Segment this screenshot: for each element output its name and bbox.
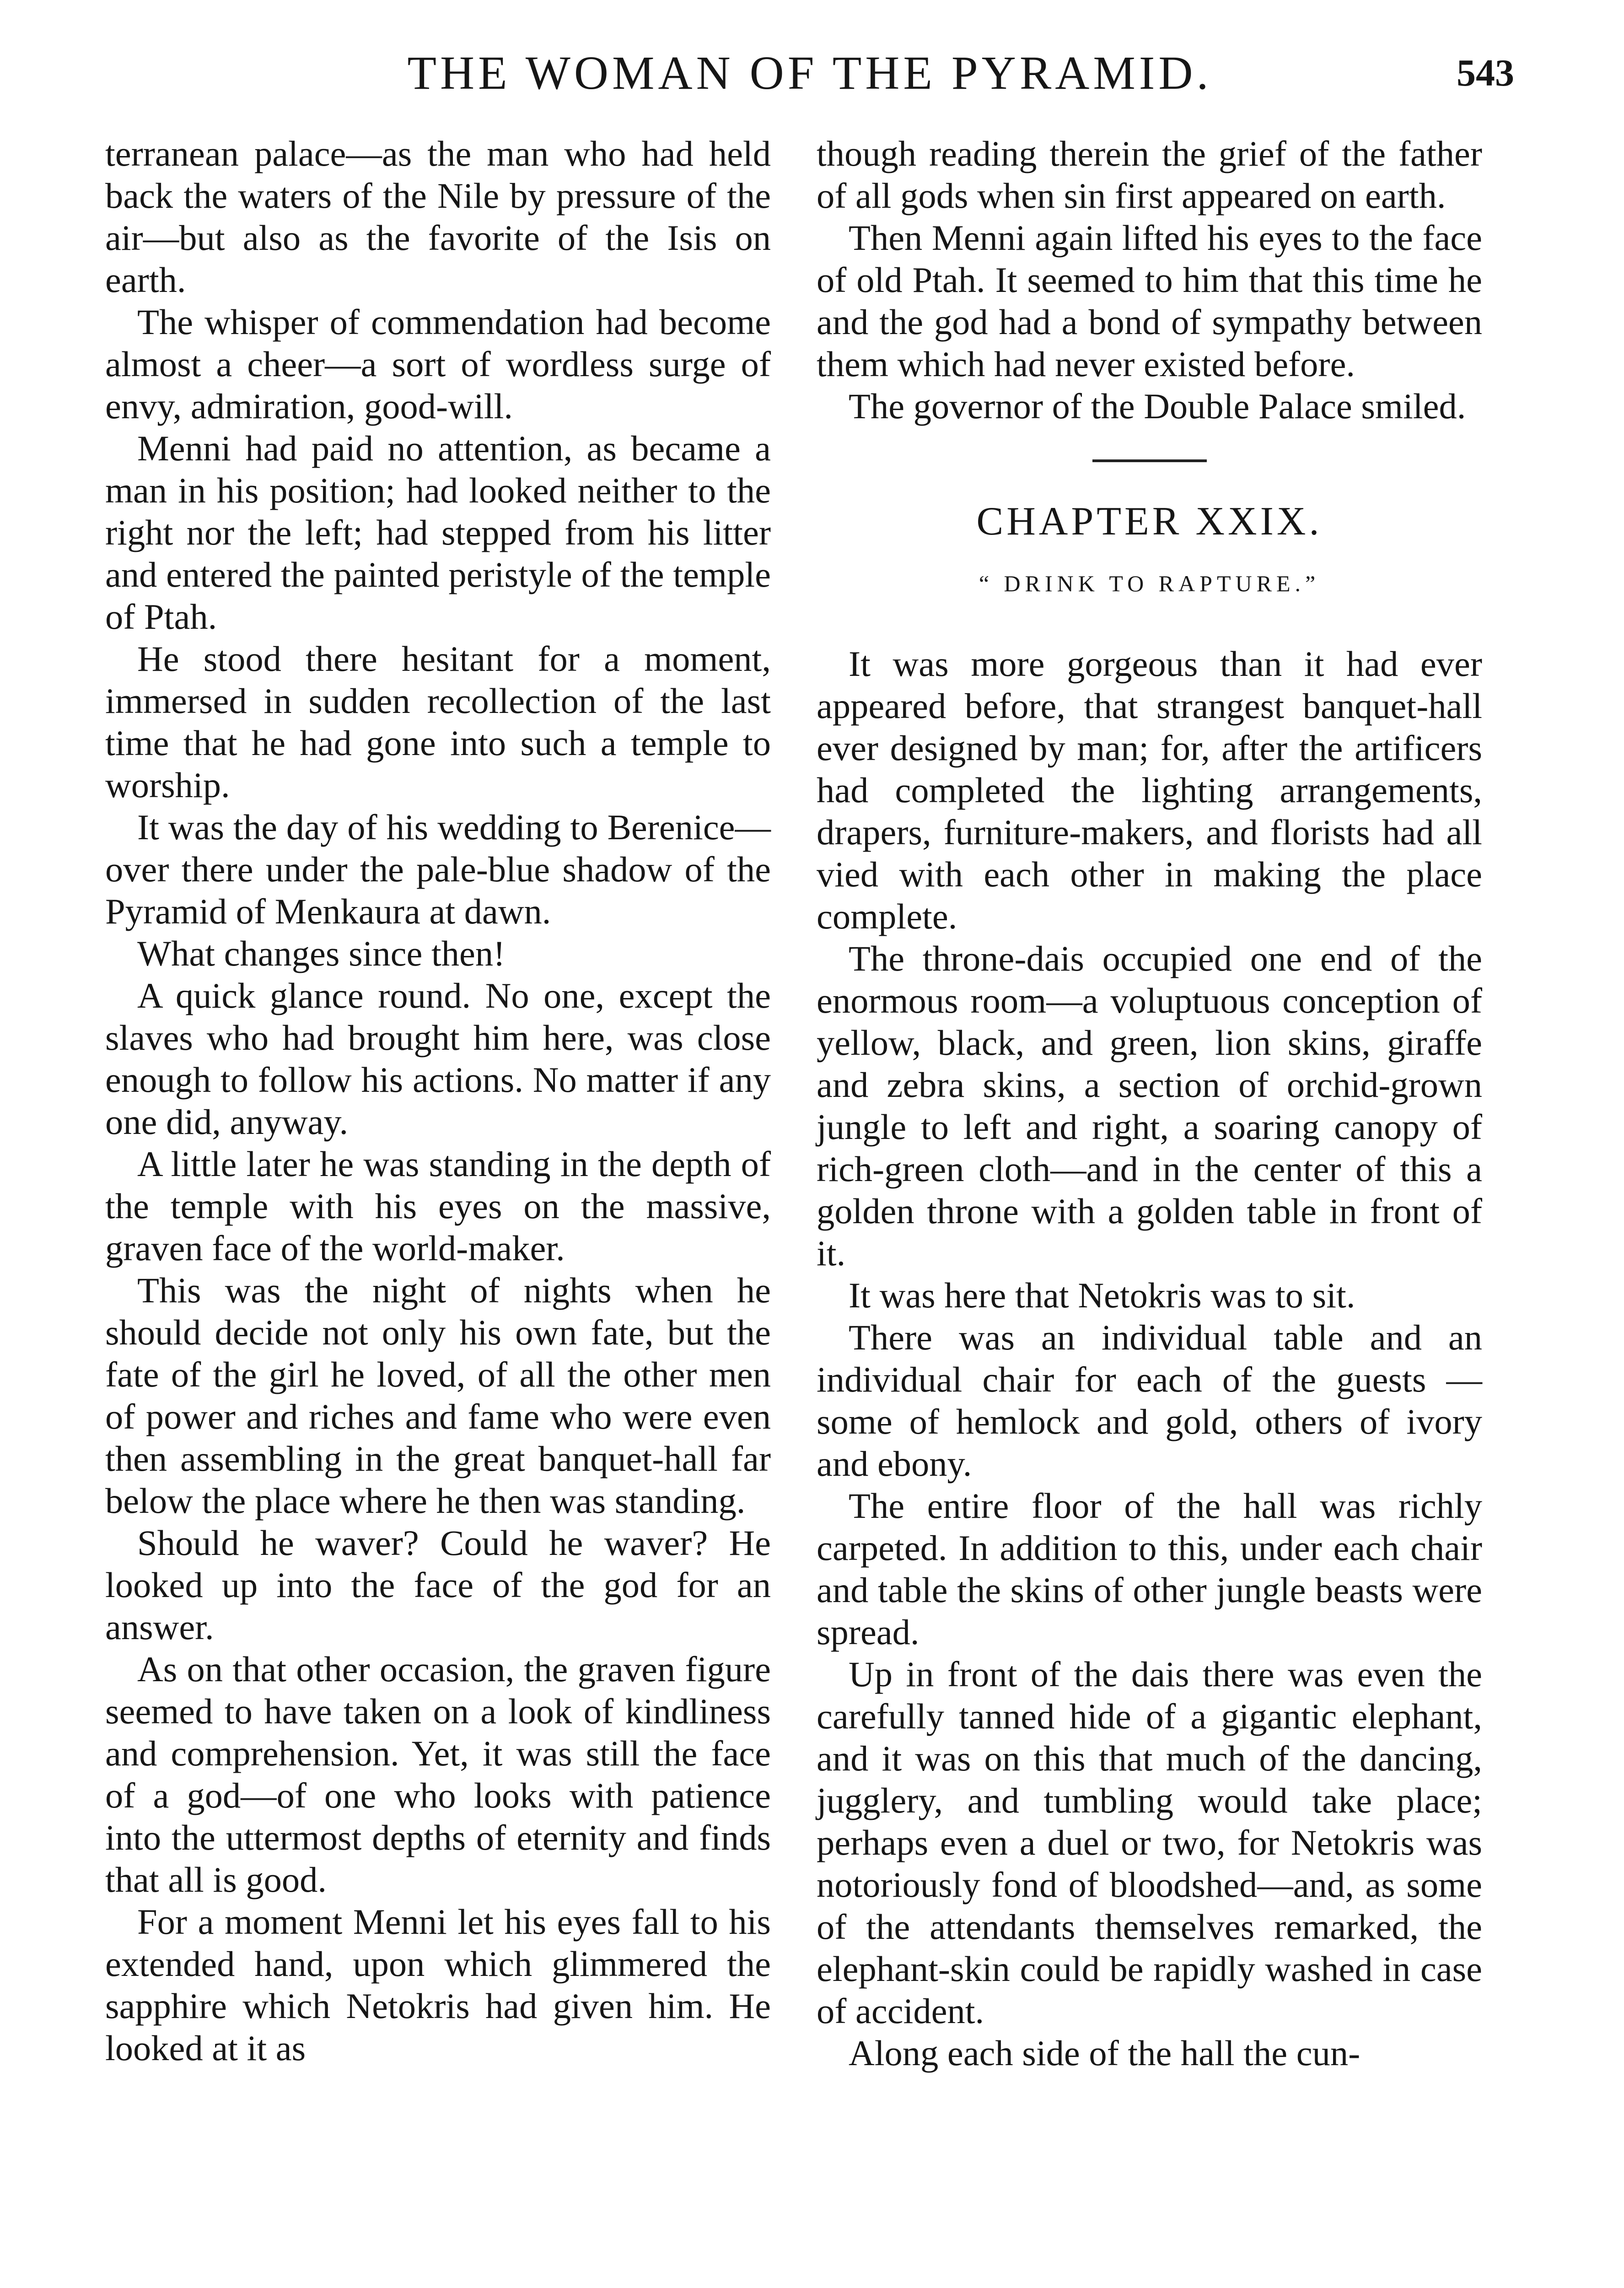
paragraph: It was more gorgeous than it had ever appeared before, that strangest banquet-hall ever designed by man; for, after the artificers had completed the lighting arrangements, drapers, furniture-makers, and florists had all vied with each other in making the place complete. [817, 644, 1482, 936]
right-column [817, 133, 1482, 2074]
section-divider [1092, 459, 1207, 462]
paragraph: terranean palace—as the man who had held back the waters of the Nile by pressure of the air—but also as the favorite of the Isis on earth. [105, 134, 771, 300]
chapter-subtitle: “ DRINK TO RAPTURE.” [979, 571, 1320, 596]
paragraph: There was an individual table and an individual chair for each of the guests — some of hemlock and gold, others of ivory and ebony. [817, 1317, 1482, 1484]
paragraph: It was here that Netokris was to sit. [849, 1275, 1355, 1315]
page-number: 543 [1457, 52, 1514, 94]
running-title: THE WOMAN OF THE PYRAMID. [407, 47, 1212, 99]
left-column [105, 133, 771, 2069]
running-header [105, 43, 1514, 103]
paragraph: This was the night of nights when he should decide not only his own fate, but the fate of the girl he loved, of all the other men of power and riches and fame who were even then assembling in the great banquet-hall far below the place where he then was standing. [105, 1270, 771, 1521]
paragraph: Should he waver? Could he waver? He looked up into the face of the god for an answer. [105, 1523, 771, 1647]
paragraph: Along each side of the hall the cun- [849, 2033, 1361, 2073]
paragraph: The whisper of commendation had become almost a cheer—a sort of wordless surge of envy, admiration, good-will. [105, 302, 771, 426]
paragraph: though reading therein the grief of the father of all gods when sin first appeared on earth. [817, 134, 1482, 216]
paragraph: For a moment Menni let his eyes fall to his extended hand, upon which glimmered the sapphire which Netokris had given him. He looked at it as [105, 1902, 771, 2068]
paragraph: Up in front of the dais there was even the carefully tanned hide of a gigantic elephant, and it was on this that much of the dancing, jugglery, and tumbling would take place; perhaps even a duel or two, for Netokris was notoriously fond of bloodshed—and, as some of the attendants themselves remarked, the elephant-skin could be rapidly washed in case of accident. [817, 1654, 1482, 2031]
paragraph: Then Menni again lifted his eyes to the face of old Ptah. It seemed to him that this time he and the god had a bond of sympathy between them which had never existed before. [817, 218, 1482, 384]
chapter-title: CHAPTER XXIX. [976, 499, 1323, 544]
paragraph: The throne-dais occupied one end of the enormous room—a voluptuous conception of yellow, black, and green, lion skins, giraffe and zebra skins, a section of orchid-grown jungle to left and right, a soaring canopy of rich-green cloth—and in the center of this a golden throne with a golden table in front of it. [817, 939, 1482, 1273]
paragraph: The entire floor of the hall was richly carpeted. In addition to this, under each chair and table the skins of other jungle beasts were spread. [817, 1486, 1482, 1652]
paragraph: It was the day of his wedding to Berenice—over there under the pale-blue shadow of the Pyramid of Menkaura at dawn. [105, 807, 771, 931]
paragraph: A quick glance round. No one, except the slaves who had brought him here, was close enough to follow his actions. No matter if any one did, anyway. [105, 976, 771, 1142]
paragraph: As on that other occasion, the graven figure seemed to have taken on a look of kindliness and comprehension. Yet, it was still the face of a god—of one who looks with patience into the uttermost depths of eternity and finds that all is good. [105, 1649, 771, 1899]
paragraph: A little later he was standing in the depth of the temple with his eyes on the massive, graven face of the world-maker. [105, 1144, 771, 1268]
paragraph: The governor of the Double Palace smiled. [849, 386, 1466, 426]
paragraph: Menni had paid no attention, as became a man in his position; had looked neither to the right nor the left; had stepped from his litter and entered the painted peristyle of the temple of Ptah. [105, 428, 771, 637]
paragraph: What changes since then! [137, 934, 505, 973]
paragraph: He stood there hesitant for a moment, immersed in sudden recollection of the last time that he had gone into such a temple to worship. [105, 639, 771, 805]
